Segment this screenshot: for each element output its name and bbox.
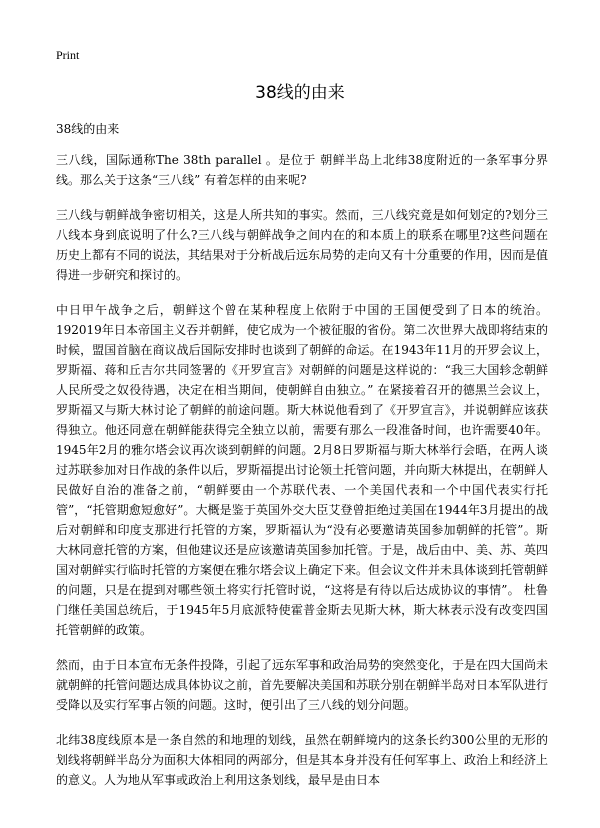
paragraph: 三八线，国际通称The 38th parallel 。是位于 朝鲜半岛上北纬38度附近的一条军事分界线。那么关于这条“三八线” 有着怎样的由来呢? [56, 153, 548, 187]
article-body [56, 150, 548, 805]
paragraph: 然而，由于日本宣布无条件投降，引起了远东军事和政治局势的突然变化，于是在四大国尚未就朝鲜的托管问题达成具体协议之前，首先要解决美国和苏联分别在朝鲜半岛对日本军队进行受降以及实行军事占领的问题。这时，便引出了三八线的划分问题。 [56, 658, 549, 712]
print-link[interactable]: Print [56, 48, 80, 62]
article-title: 38线的由来 [255, 83, 345, 103]
paragraph: 三八线与朝鲜战争密切相关，这是人所共知的事实。然而，三八线究竟是如何划定的?划分三八线本身到底说明了什么?三八线与朝鲜战争之间内在的和本质上的联系在哪里?这些问题在历史上都有不同的说法，其结果对于分析战后远东局势的走向又有十分重要的作用，因而是值得进一步研究和探讨的。 [56, 208, 549, 282]
paragraph: 中日甲午战争之后，朝鲜这个曾在某种程度上依附于中国的王国便受到了日本的统治。192019年日本帝国主义吞并朝鲜，使它成为一个被征服的省份。第二次世界大战即将结束的时候，盟国首脑在商议战后国际安排时也谈到了朝鲜的命运。在1943年11月的开罗会议上，罗斯福、蒋和丘吉尔共同签署的《开罗宣言》对朝鲜的问题是这样说的：“我三大国轸念朝鲜人民所受之奴役待遇，决定在相当期间，使朝鲜自由独立。” 在紧接着召开的德黑兰会议上，罗斯福又与斯大林讨论了朝鲜的前途问题。斯大林说他看到了《开罗宣言》，并说朝鲜应该获得独立。他还同意在朝鲜能获得完全独立以前，需要有那么一段准备时间，也许需要40年。 1945年2月的雅尔塔会议再次谈到朝鲜的问题。2月8日罗斯福与斯大林举行会晤，在两人谈过苏联参加对日作战的条件以后，罗斯福提出讨论领土托管问题，并向斯大林提出，在朝鲜人民做好自治的准备之前，“朝鲜要由一个苏联代表、一个美国代表和一个中国代表实行托管”，“托管期愈短愈好”。大概是鉴于英国外交大臣艾登曾拒绝过美国在1944年3月提出的战后对朝鲜和印度支那进行托管的方案，罗斯福认为“没有必要邀请英国参加朝鲜的托管”。斯大林同意托管的方案，但他建议还是应该邀请英国参加托管。于是，战后由中、美、苏、英四国对朝鲜实行临时托管的方案便在雅尔塔会议上确定下来。但会议文件并未具体谈到托管朝鲜的问题，只是在提到对哪些领土将实行托管时说，“这将是有待以后达成协议的事情”。 杜鲁门继任美国总统后，于1945年5月底派特使霍普金斯去见斯大林，斯大林表示没有改变四国托管朝鲜的政策。 [56, 303, 549, 637]
article-subtitle: 38线的由来 [56, 122, 120, 136]
paragraph: 北纬38度线原本是一条自然的和地理的划线，虽然在朝鲜境内的这条长约300公里的无形的划线将朝鲜半岛分为面积大体相同的两部分，但是其本身并没有任何军事上、政治上和经济上的意义。人为地从军事或政治上利用这条划线，最早是由日本 [56, 733, 549, 787]
